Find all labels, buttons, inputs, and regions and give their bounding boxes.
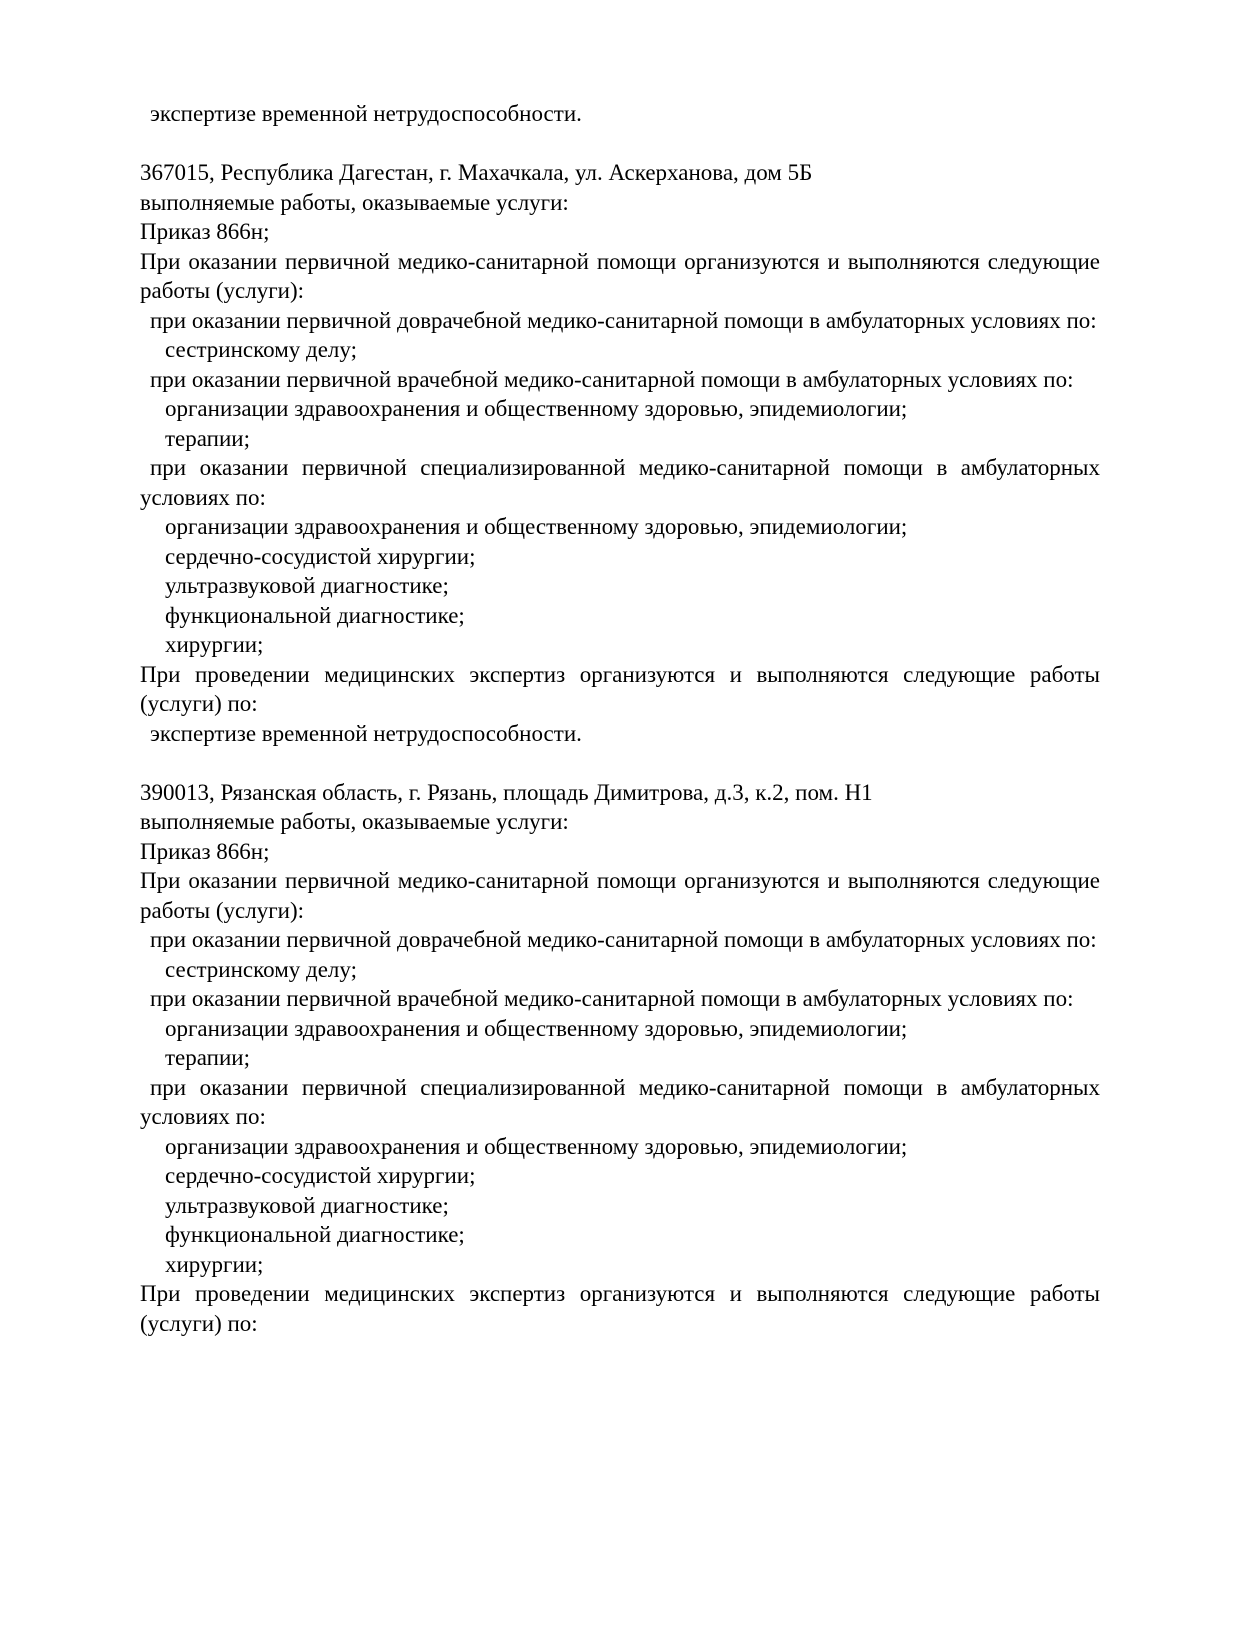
service-line: функциональной диагностике; <box>165 1222 465 1247</box>
service-line: сердечно-сосудистой хирургии; <box>165 1163 476 1188</box>
service-line: При оказании первичной медико-санитарной помощи организуются и выполняются следующие работы (услуги): <box>140 868 1100 923</box>
address-line: 367015, Республика Дагестан, г. Махачкала, ул. Аскерханова, дом 5Б <box>140 160 813 185</box>
service-line: При проведении медицинских экспертиз организуются и выполняются следующие работы (услуги) по: <box>140 661 1100 716</box>
carried-over-line: экспертизе временной нетрудоспособности. <box>150 101 582 126</box>
service-line: При проведении медицинских экспертиз организуются и выполняются следующие работы (услуги) по: <box>140 1281 1100 1336</box>
service-line: Приказ 866н; <box>140 219 270 244</box>
service-line: сердечно-сосудистой хирургии; <box>165 543 476 569</box>
service-line: при оказании первичной доврачебной медико-санитарной помощи в амбулаторных условиях по: <box>150 307 1097 333</box>
service-line: терапии; <box>165 1045 250 1070</box>
document-body <box>140 99 1100 1338</box>
service-line: организации здравоохранения и общественному здоровью, эпидемиологии; <box>165 514 908 539</box>
service-line: ультразвуковой диагностике; <box>165 1192 449 1218</box>
service-line: выполняемые работы, оказываемые услуги: <box>140 809 569 834</box>
service-line: при оказании первичной доврачебной медико-санитарной помощи в амбулаторных условиях по: <box>150 927 1097 952</box>
service-line: терапии; <box>165 425 250 451</box>
blank-line <box>140 748 1100 778</box>
service-line: сестринскому делу; <box>165 337 357 362</box>
blank-line <box>140 129 1100 159</box>
service-line: экспертизе временной нетрудоспособности. <box>150 720 582 746</box>
service-line: при оказании первичной специализированной медико-санитарной помощи в амбулаторных условиях по: <box>140 455 1100 510</box>
service-line: ультразвуковой диагностике; <box>165 573 449 598</box>
service-line: организации здравоохранения и общественному здоровью, эпидемиологии; <box>165 1133 908 1159</box>
service-line: Приказ 866н; <box>140 838 270 864</box>
service-line: При оказании первичной медико-санитарной помощи организуются и выполняются следующие работы (услуги): <box>140 248 1100 303</box>
service-line: организации здравоохранения и общественному здоровью, эпидемиологии; <box>165 396 908 421</box>
service-line: хирургии; <box>165 632 264 657</box>
service-line: хирургии; <box>165 1251 264 1277</box>
service-line: при оказании первичной врачебной медико-санитарной помощи в амбулаторных условиях по: <box>150 366 1074 392</box>
service-line: организации здравоохранения и общественному здоровью, эпидемиологии; <box>165 1015 908 1041</box>
service-line: при оказании первичной специализированной медико-санитарной помощи в амбулаторных условиях по: <box>140 1074 1100 1129</box>
service-line: при оказании первичной врачебной медико-санитарной помощи в амбулаторных условиях по: <box>150 986 1074 1011</box>
service-line: выполняемые работы, оказываемые услуги: <box>140 189 569 215</box>
service-line: сестринскому делу; <box>165 956 357 982</box>
address-line: 390013, Рязанская область, г. Рязань, площадь Димитрова, д.3, к.2, пом. Н1 <box>140 779 873 805</box>
service-line: функциональной диагностике; <box>165 602 465 628</box>
